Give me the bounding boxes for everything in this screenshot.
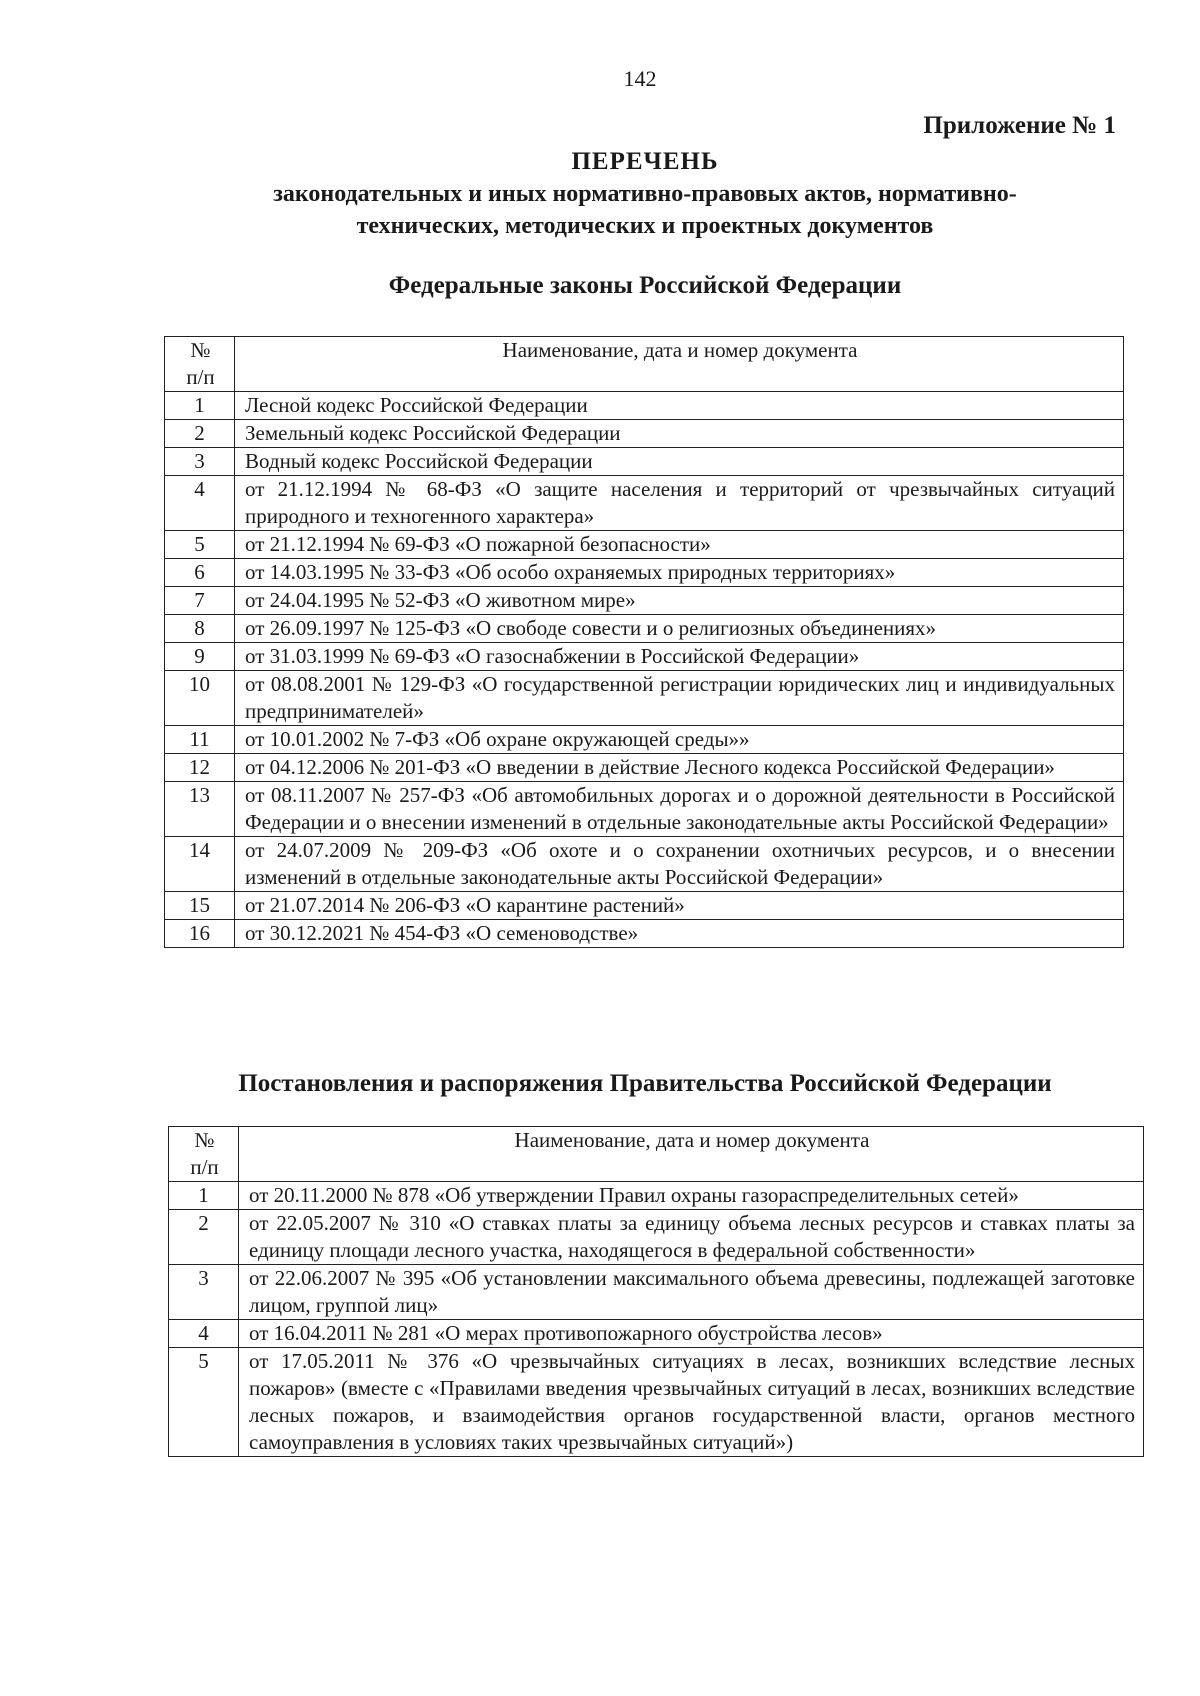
- row-number: 16: [165, 920, 235, 948]
- row-number: 5: [169, 1348, 239, 1457]
- row-document-name: от 08.11.2007 № 257-ФЗ «Об автомобильных дорогах и о дорожной деятельности в Российской Федерации и о внесении изменений в отдельные законодательные акты Российской Федерации»: [235, 782, 1124, 837]
- header-document-name: Наименование, дата и номер документа: [239, 1127, 1144, 1182]
- row-number: 1: [169, 1182, 239, 1210]
- row-document-name: Водный кодекс Российской Федерации: [235, 448, 1124, 476]
- row-document-name: от 24.07.2009 № 209-ФЗ «Об охоте и о сохранении охотничьих ресурсов, и о внесении изменений в отдельные законодательные акты Российской Федерации»: [235, 837, 1124, 892]
- row-number: 12: [165, 754, 235, 782]
- row-number: 13: [165, 782, 235, 837]
- table-row: [165, 782, 1124, 837]
- table-row: [165, 671, 1124, 726]
- header-number-sign: №: [190, 338, 211, 362]
- row-document-name: от 22.05.2007 № 310 «О ставках платы за единицу объема лесных ресурсов и ставках платы за единицу площади лесного участка, находящегося в федеральной собственности»: [239, 1210, 1144, 1265]
- federal-laws-rows: [165, 392, 1124, 948]
- table-row: [165, 531, 1124, 559]
- table-row: [169, 1210, 1144, 1265]
- table-row: [169, 1182, 1144, 1210]
- header-number-abbr: п/п: [186, 365, 215, 389]
- table-row: [165, 837, 1124, 892]
- appendix-label: Приложение № 1: [923, 112, 1116, 139]
- row-document-name: от 17.05.2011 № 376 «О чрезвычайных ситуациях в лесах, возникших вследствие лесных пожаров» (вместе с «Правилами введения чрезвычайных ситуаций в лесах, возникших вследствие лесных пожаров, и взаимодействия органов государственной власти, органов местного самоуправления в условиях таких чрезвычайных ситуаций»): [239, 1348, 1144, 1457]
- row-number: 7: [165, 587, 235, 615]
- row-number: 6: [165, 559, 235, 587]
- government-decrees-rows: [169, 1182, 1144, 1457]
- header-number: [169, 1127, 239, 1182]
- table-header-row: [165, 337, 1124, 392]
- row-number: 11: [165, 726, 235, 754]
- row-number: 2: [165, 420, 235, 448]
- table-header-row: [169, 1127, 1144, 1182]
- row-number: 8: [165, 615, 235, 643]
- table-row: [169, 1265, 1144, 1320]
- table-row: [169, 1320, 1144, 1348]
- row-document-name: от 22.06.2007 № 395 «Об установлении максимального объема древесины, подлежащей заготовке лицом, группой лиц»: [239, 1265, 1144, 1320]
- table-row: [165, 726, 1124, 754]
- header-number: [165, 337, 235, 392]
- title-main: ПЕРЕЧЕНЬ: [571, 148, 719, 175]
- header-number-abbr: п/п: [190, 1155, 219, 1179]
- table-row: [165, 892, 1124, 920]
- title-line-1: законодательных и иных нормативно-правовых актов, нормативно-: [273, 181, 1017, 207]
- table-row: [165, 754, 1124, 782]
- table-row: [165, 615, 1124, 643]
- row-number: 15: [165, 892, 235, 920]
- row-number: 10: [165, 671, 235, 726]
- table-row: [169, 1348, 1144, 1457]
- row-document-name: от 21.12.1994 № 68-ФЗ «О защите населения и территорий от чрезвычайных ситуаций природного и техногенного характера»: [235, 476, 1124, 531]
- row-document-name: от 10.01.2002 № 7-ФЗ «Об охране окружающей среды»»: [235, 726, 1124, 754]
- page-number: 142: [623, 66, 657, 91]
- header-document-name: Наименование, дата и номер документа: [235, 337, 1124, 392]
- row-number: 4: [169, 1320, 239, 1348]
- table-row: [165, 392, 1124, 420]
- row-document-name: от 08.08.2001 № 129-ФЗ «О государственной регистрации юридических лиц и индивидуальных предпринимателей»: [235, 671, 1124, 726]
- federal-laws-table: [164, 336, 1124, 948]
- row-document-name: от 24.04.1995 № 52-ФЗ «О животном мире»: [235, 587, 1124, 615]
- row-document-name: Лесной кодекс Российской Федерации: [235, 392, 1124, 420]
- section-title-government-decrees: Постановления и распоряжения Правительства Российской Федерации: [238, 1070, 1052, 1097]
- row-document-name: от 20.11.2000 № 878 «Об утверждении Правил охраны газораспределительных сетей»: [239, 1182, 1144, 1210]
- table-row: [165, 448, 1124, 476]
- row-number: 1: [165, 392, 235, 420]
- row-document-name: от 14.03.1995 № 33-ФЗ «Об особо охраняемых природных территориях»: [235, 559, 1124, 587]
- row-document-name: от 04.12.2006 № 201-ФЗ «О введении в действие Лесного кодекса Российской Федерации»: [235, 754, 1124, 782]
- row-number: 5: [165, 531, 235, 559]
- table-row: [165, 643, 1124, 671]
- table-row: [165, 420, 1124, 448]
- header-number-sign: №: [194, 1128, 215, 1152]
- title-line-2: технических, методических и проектных документов: [356, 213, 934, 239]
- row-document-name: от 16.04.2011 № 281 «О мерах противопожарного обустройства лесов»: [239, 1320, 1144, 1348]
- row-document-name: от 21.12.1994 № 69-ФЗ «О пожарной безопасности»: [235, 531, 1124, 559]
- row-document-name: от 31.03.1999 № 69-ФЗ «О газоснабжении в Российской Федерации»: [235, 643, 1124, 671]
- row-document-name: от 30.12.2021 № 454-ФЗ «О семеноводстве»: [235, 920, 1124, 948]
- row-number: 4: [165, 476, 235, 531]
- section-title-federal-laws: Федеральные законы Российской Федерации: [388, 272, 902, 299]
- row-number: 3: [165, 448, 235, 476]
- row-number: 2: [169, 1210, 239, 1265]
- row-number: 3: [169, 1265, 239, 1320]
- government-decrees-table: [168, 1126, 1144, 1457]
- row-document-name: от 21.07.2014 № 206-ФЗ «О карантине растений»: [235, 892, 1124, 920]
- table-row: [165, 476, 1124, 531]
- table-row: [165, 920, 1124, 948]
- row-document-name: от 26.09.1997 № 125-ФЗ «О свободе совести и о религиозных объединениях»: [235, 615, 1124, 643]
- row-document-name: Земельный кодекс Российской Федерации: [235, 420, 1124, 448]
- document-title: [150, 146, 1140, 242]
- table-row: [165, 559, 1124, 587]
- table-row: [165, 587, 1124, 615]
- row-number: 14: [165, 837, 235, 892]
- row-number: 9: [165, 643, 235, 671]
